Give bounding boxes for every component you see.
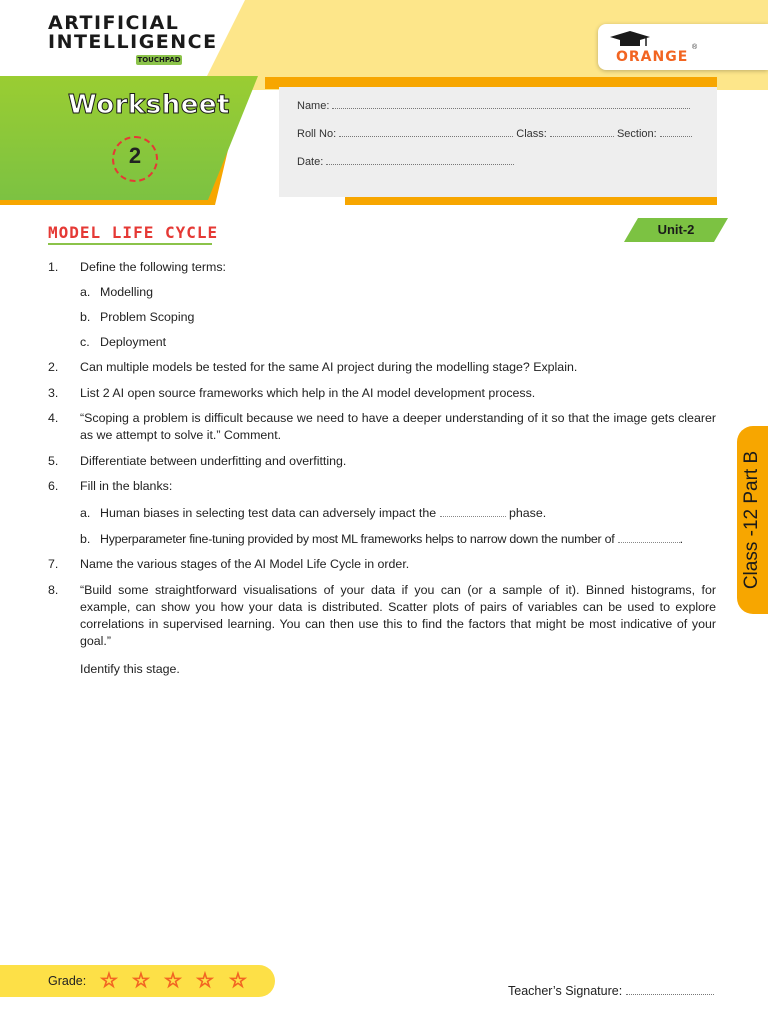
section-title-underline xyxy=(48,243,212,245)
grade-label: Grade: xyxy=(48,974,87,988)
star-icon[interactable]: ☆ xyxy=(196,970,214,992)
question-number: 6. xyxy=(48,479,59,493)
worksheet-number: 2 xyxy=(128,143,142,168)
teacher-signature-field[interactable] xyxy=(626,986,714,995)
sub-text: Problem Scoping xyxy=(100,310,195,324)
section-label: Section: xyxy=(616,128,657,140)
unit-label: Unit-2 xyxy=(657,222,695,237)
star-icon[interactable]: ☆ xyxy=(132,970,150,992)
brand-line-2: INTELLIGENCE xyxy=(48,31,218,53)
question-text: Define the following terms: xyxy=(80,260,227,274)
question-text: “Build some straightforward visualisations of your data if you can (or a sample of it). Binned histograms, for example, can show you how your data is distributed. Scatter plots of pairs of variables can be used to explore correlations in supervised learning. You can then use this to find the factors that might be most indicative of your goal.” xyxy=(80,583,716,648)
sub-text xyxy=(100,505,716,522)
question-text: Fill in the blanks: xyxy=(80,479,173,493)
sub-text: Modelling xyxy=(100,285,154,299)
star-icon[interactable]: ☆ xyxy=(100,970,118,992)
question-number: 3. xyxy=(48,386,59,400)
question-text: “Scoping a problem is difficult because we need to have a deeper understanding of it so that the image gets clearer as we attempt to solve it.” Comment. xyxy=(80,411,716,442)
name-label: Name: xyxy=(297,100,330,112)
blank-prefix: Hyperparameter fine-tuning provided by most ML frameworks helps to narrow down the number of xyxy=(100,532,618,546)
question-number: 8. xyxy=(48,583,59,597)
question-number: 5. xyxy=(48,454,59,468)
sub-letter: b. xyxy=(80,532,91,546)
date-row xyxy=(297,156,514,168)
section-field[interactable] xyxy=(660,128,692,137)
brand-line-1: ARTIFICIAL xyxy=(48,12,180,34)
date-label: Date: xyxy=(297,156,324,168)
touchpad-badge: TOUCHPAD xyxy=(137,56,181,64)
class-label: Class: xyxy=(516,128,547,140)
sub-letter: a. xyxy=(80,506,91,520)
rollno-field[interactable] xyxy=(339,128,513,137)
question-text: Name the various stages of the AI Model Life Cycle in order. xyxy=(80,557,410,571)
rollno-row xyxy=(297,128,692,140)
star-icon[interactable]: ☆ xyxy=(229,970,247,992)
publisher-name: ORANGE xyxy=(616,49,689,65)
sub-letter: b. xyxy=(80,310,91,324)
fill-blank[interactable] xyxy=(618,533,680,543)
name-row xyxy=(297,100,690,112)
sub-text xyxy=(100,531,716,548)
blank-suffix: . xyxy=(679,532,683,546)
class-field[interactable] xyxy=(550,128,614,137)
rollno-label: Roll No: xyxy=(297,128,337,140)
blank-prefix: Human biases in selecting test data can adversely impact the xyxy=(100,506,440,520)
date-field[interactable] xyxy=(326,156,514,165)
question-number: 1. xyxy=(48,260,59,274)
question-text: Differentiate between underfitting and overfitting. xyxy=(80,454,347,468)
name-field[interactable] xyxy=(332,100,690,109)
star-icon[interactable]: ☆ xyxy=(164,970,182,992)
publisher-logo xyxy=(598,24,768,70)
sub-letter: a. xyxy=(80,285,91,299)
brand-logo xyxy=(48,14,218,52)
blank-suffix: phase. xyxy=(505,506,547,520)
graduation-cap-icon xyxy=(608,30,652,50)
section-title: MODEL LIFE CYCLE xyxy=(48,223,219,242)
registered-mark: ® xyxy=(692,44,698,51)
class-side-label: Class -12 Part B xyxy=(741,450,762,590)
sub-letter: c. xyxy=(80,335,90,349)
sub-text: Deployment xyxy=(100,335,167,349)
question-text: Can multiple models be tested for the same AI project during the modelling stage? Explain. xyxy=(80,360,578,374)
worksheet-title: Worksheet xyxy=(68,90,230,120)
fill-blank[interactable] xyxy=(440,507,506,517)
question-number: 4. xyxy=(48,411,59,425)
question-followup: Identify this stage. xyxy=(80,662,180,676)
teacher-signature xyxy=(508,984,714,998)
question-number: 2. xyxy=(48,360,59,374)
question-number: 7. xyxy=(48,557,59,571)
teacher-signature-label: Teacher’s Signature: xyxy=(508,984,623,998)
question-text: List 2 AI open source frameworks which help in the AI model development process. xyxy=(80,386,536,400)
student-info-box xyxy=(279,87,717,197)
